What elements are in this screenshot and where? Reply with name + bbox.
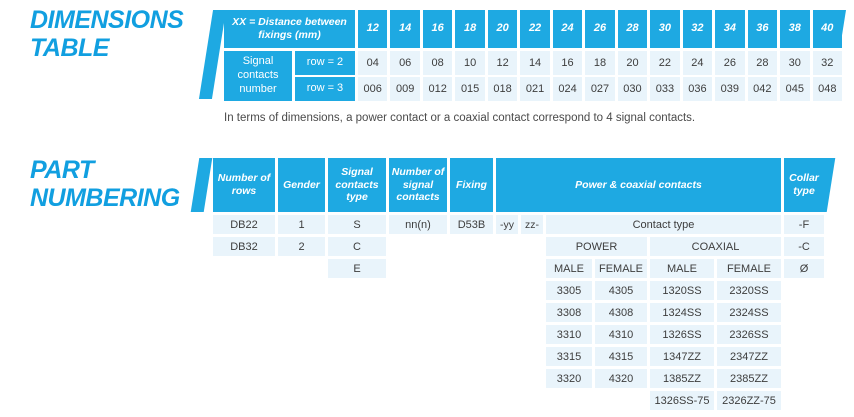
contact-type-cell: Contact type: [546, 215, 781, 234]
distance-header-cell: 32: [683, 10, 712, 48]
header-collar-type: Collar type: [784, 158, 824, 212]
part-left-accent-bar: [191, 158, 213, 212]
row2-value-cell: 18: [585, 51, 614, 75]
row3-value-cell: 036: [683, 77, 712, 101]
row3-value-cell: 027: [585, 77, 614, 101]
row2-value-cell: 08: [423, 51, 452, 75]
coaxial-female-header: FEMALE: [717, 259, 781, 278]
coaxial-female-cell: 2385ZZ: [717, 369, 781, 388]
dimensions-table-title: [30, 7, 183, 62]
row3-value-cell: 021: [520, 77, 549, 101]
distance-header-cell: 38: [780, 10, 809, 48]
power-male-cell: 3305: [546, 281, 592, 300]
row3-value-cell: 009: [390, 77, 419, 101]
power-male-header: MALE: [546, 259, 592, 278]
dimensions-note: In terms of dimensions, a power contact or a coaxial contact correspond to 4 signal contacts.: [224, 112, 696, 124]
xx-distance-header: XX = Distance between fixings (mm): [224, 10, 355, 48]
dimensions-table: [224, 10, 842, 101]
row3-value-cell: 039: [715, 77, 744, 101]
row2-value-cell: 24: [683, 51, 712, 75]
coaxial-female-cell: 2320SS: [717, 281, 781, 300]
row3-label: row = 3: [295, 77, 355, 101]
power-male-cell: 3315: [546, 347, 592, 366]
coaxial-group-label: COAXIAL: [650, 237, 781, 256]
row3-value-cell: 048: [813, 77, 842, 101]
row3-value-cell: 045: [780, 77, 809, 101]
collar-type-cell: -C: [784, 237, 824, 256]
power-female-cell: 4320: [595, 369, 647, 388]
distance-header-cell: 22: [520, 10, 549, 48]
zz-cell: zz-: [521, 215, 543, 234]
row2-value-cell: 20: [618, 51, 647, 75]
part-title-line1: PART: [30, 156, 94, 184]
header-signal-contacts-type: Signal contacts type: [328, 158, 386, 212]
dimensions-title-line1: DIMENSIONS: [30, 6, 184, 34]
number-of-rows-cell: DB32: [213, 237, 275, 256]
gender-cell: 2: [278, 237, 325, 256]
signal-type-cell: E: [328, 259, 386, 278]
coaxial-male-cell: 1326SS-75: [650, 391, 714, 410]
distance-header-cell: 40: [813, 10, 842, 48]
distance-header-cell: 26: [585, 10, 614, 48]
coaxial-male-cell: 1320SS: [650, 281, 714, 300]
coaxial-female-cell: 2326ZZ-75: [717, 391, 781, 410]
row2-value-cell: 30: [780, 51, 809, 75]
distance-header-cell: 20: [488, 10, 517, 48]
row2-value-cell: 12: [488, 51, 517, 75]
signal-contacts-number-label: Signal contacts number: [224, 51, 292, 102]
row3-value-cell: 033: [650, 77, 679, 101]
distance-header-cell: 34: [715, 10, 744, 48]
coaxial-male-header: MALE: [650, 259, 714, 278]
power-female-header: FEMALE: [595, 259, 647, 278]
part-numbering-table: [213, 158, 824, 410]
gender-cell: 1: [278, 215, 325, 234]
header-fixing: Fixing: [450, 158, 493, 212]
coaxial-male-cell: 1347ZZ: [650, 347, 714, 366]
fixing-cell: D53B: [450, 215, 493, 234]
row3-value-cell: 012: [423, 77, 452, 101]
dimensions-title-line2: TABLE: [30, 33, 109, 62]
row2-value-cell: 14: [520, 51, 549, 75]
row3-value-cell: 042: [748, 77, 777, 101]
coaxial-female-cell: 2326SS: [717, 325, 781, 344]
part-title-line2: NUMBERING: [30, 183, 180, 212]
header-power-coaxial-contacts: Power & coaxial contacts: [496, 158, 781, 212]
coaxial-female-cell: 2347ZZ: [717, 347, 781, 366]
collar-type-cell: -F: [784, 215, 824, 234]
power-group-label: POWER: [546, 237, 647, 256]
part-numbering-title: [30, 157, 180, 212]
power-male-cell: 3320: [546, 369, 592, 388]
distance-header-cell: 12: [358, 10, 387, 48]
number-of-rows-cell: DB22: [213, 215, 275, 234]
distance-header-cell: 28: [618, 10, 647, 48]
dimensions-left-accent-bar: [199, 10, 226, 99]
row2-value-cell: 04: [358, 51, 387, 75]
row2-value-cell: 16: [553, 51, 582, 75]
signal-type-cell: C: [328, 237, 386, 256]
row3-value-cell: 015: [455, 77, 484, 101]
row3-value-cell: 018: [488, 77, 517, 101]
distance-header-cell: 14: [390, 10, 419, 48]
coaxial-female-cell: 2324SS: [717, 303, 781, 322]
row3-value-cell: 030: [618, 77, 647, 101]
power-female-cell: 4310: [595, 325, 647, 344]
signal-count-cell: nn(n): [389, 215, 447, 234]
header-gender: Gender: [278, 158, 325, 212]
power-male-cell: 3310: [546, 325, 592, 344]
yy-cell: -yy: [496, 215, 518, 234]
row2-value-cell: 26: [715, 51, 744, 75]
power-female-cell: 4315: [595, 347, 647, 366]
distance-header-cell: 18: [455, 10, 484, 48]
header-number-of-signal-contacts: Number of signal contacts: [389, 158, 447, 212]
row2-value-cell: 22: [650, 51, 679, 75]
row2-value-cell: 06: [390, 51, 419, 75]
power-male-cell: 3308: [546, 303, 592, 322]
power-female-cell: 4308: [595, 303, 647, 322]
distance-header-cell: 24: [553, 10, 582, 48]
row2-value-cell: 28: [748, 51, 777, 75]
coaxial-male-cell: 1326SS: [650, 325, 714, 344]
collar-type-cell: Ø: [784, 259, 824, 278]
row2-label: row = 2: [295, 51, 355, 75]
row2-value-cell: 32: [813, 51, 842, 75]
coaxial-male-cell: 1324SS: [650, 303, 714, 322]
header-number-of-rows: Number of rows: [213, 158, 275, 212]
row2-value-cell: 10: [455, 51, 484, 75]
distance-header-cell: 36: [748, 10, 777, 48]
distance-header-cell: 30: [650, 10, 679, 48]
row3-value-cell: 024: [553, 77, 582, 101]
distance-header-cell: 16: [423, 10, 452, 48]
coaxial-male-cell: 1385ZZ: [650, 369, 714, 388]
power-female-cell: 4305: [595, 281, 647, 300]
row3-value-cell: 006: [358, 77, 387, 101]
signal-type-cell: S: [328, 215, 386, 234]
